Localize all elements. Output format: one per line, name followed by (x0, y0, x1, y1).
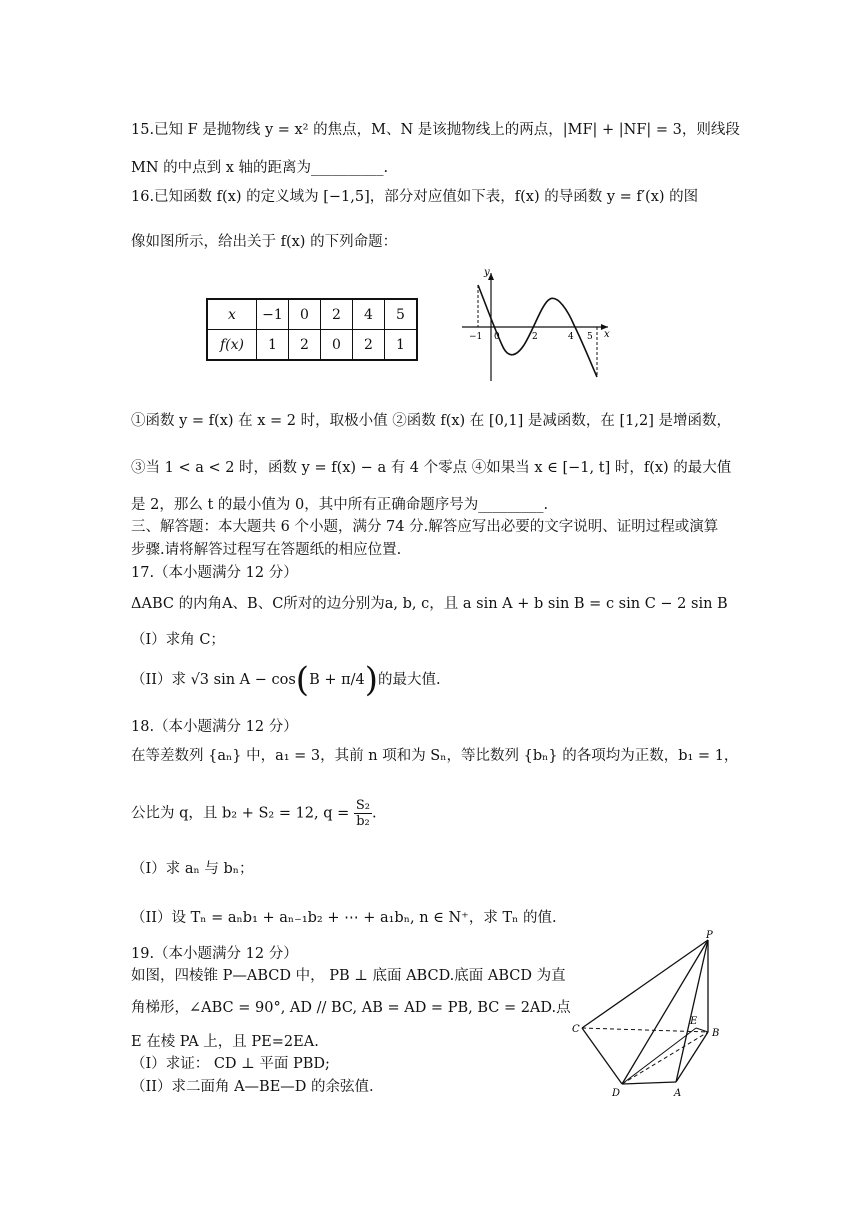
q16-line1: 16.已知函数 f(x) 的定义域为 [−1,5]，部分对应值如下表，f(x) 的导函数 y = f′(x) 的图 (131, 189, 699, 205)
edge-DE (622, 1028, 696, 1084)
tick-label: −1 (469, 332, 483, 342)
table-header-x: x (207, 299, 257, 330)
q16-prop3: 是 2，那么 t 的最小值为 0，其中所有正确命题序号为_________. (131, 497, 549, 513)
table-header-fx: f(x) (207, 330, 257, 361)
q17-part2-prefix: （II）求 √3 sin A − cos (131, 672, 296, 688)
x-axis-label: x (604, 329, 610, 340)
label-D: D (612, 1088, 621, 1099)
q18-part1: （I）求 aₙ 与 bₙ； (131, 861, 254, 877)
q18-line2-prefix: 公比为 q，且 b₂ + S₂ = 12, q = (131, 805, 350, 822)
derivative-graph (458, 265, 618, 385)
q18-line1: 在等差数列 {aₙ} 中，a₁ = 3，其前 n 项和为 Sₙ，等比数列 {bₙ} 的各项均为正数，b₁ = 1， (131, 748, 739, 764)
edge-DB-hidden (622, 1032, 708, 1084)
table-x-cell: 2 (321, 299, 353, 330)
edge-CD (582, 1028, 622, 1084)
section3-line2: 步骤.请将解答过程写在答题纸的相应位置. (131, 542, 402, 558)
pyramid-figure (568, 928, 728, 1100)
q17-part1: （I）求角 C； (131, 632, 225, 648)
table-fx-cell: 2 (353, 330, 385, 361)
q17-part2-suffix: 的最大值. (378, 672, 441, 688)
tick-label: 4 (568, 332, 574, 342)
tick-label: 5 (587, 332, 593, 342)
table-x-cell: 4 (353, 299, 385, 330)
value-table (206, 298, 418, 361)
tick-label: 0 (494, 332, 500, 342)
q16-prop1: ①函数 y = f(x) 在 x = 2 时，取极小值 ②函数 f(x) 在 [0,1] 是减函数，在 [1,2] 是增函数， (131, 413, 731, 429)
q18-part2: （II）设 Tₙ = aₙb₁ + aₙ₋₁b₂ + ⋯ + a₁bₙ, n ∈ N⁺，求 Tₙ 的值. (131, 910, 557, 926)
q15-line1: 15.已知 F 是抛物线 y = x² 的焦点，M、N 是该抛物线上的两点，|MF| + |NF| = 3，则线段 (131, 122, 740, 138)
q-fraction (354, 798, 372, 829)
table-fx-cell: 0 (321, 330, 353, 361)
edge-PC (582, 940, 708, 1028)
frac-numerator: S₂ (355, 798, 371, 813)
table-fx-cell: 1 (385, 330, 418, 361)
q16-line2: 像如图所示，给出关于 f(x) 的下列命题： (131, 234, 398, 250)
q19-part2: （II）求二面角 A—BE—D 的余弦值. (131, 1079, 374, 1095)
table-x-cell: 0 (289, 299, 321, 330)
q16-prop2: ③当 1 < a < 2 时，函数 y = f(x) − a 有 4 个零点 ④如果当 x ∈ [−1, t] 时，f(x) 的最大值 (131, 460, 732, 476)
edge-PA (676, 940, 708, 1082)
label-A: A (674, 1088, 682, 1099)
derivative-curve (478, 285, 597, 377)
edge-PD (622, 940, 708, 1084)
table-x-cell: −1 (257, 299, 289, 330)
label-E: E (690, 1016, 698, 1027)
edge-DA (622, 1082, 676, 1084)
q19-line1: 如图，四棱锥 P—ABCD 中， PB ⊥ 底面 ABCD.底面 ABCD 为直 (131, 968, 566, 984)
label-B: B (712, 1028, 720, 1039)
q17-part2: （II）求 √3 sin A − cos(B + π/4)的最大值. (131, 660, 441, 700)
q19-line2: 角梯形，∠ABC = 90°, AD // BC, AB = AD = PB, BC = 2AD.点 (131, 1000, 571, 1016)
q15-line2: MN 的中点到 x 轴的距离为__________. (131, 160, 389, 176)
frac-denominator: b₂ (356, 814, 370, 829)
q17-part2-arg: B + π/4 (309, 672, 365, 688)
label-C: C (572, 1024, 580, 1035)
q18-line2: 公比为 q，且 b₂ + S₂ = 12, q = $\frac{\text{S₂}}{\text{b₂}}$ . (131, 798, 377, 829)
q17-stem: ΔABC 的内角A、B、C所对的边分别为a, b, c，且 a sin A + b sin B = c sin C − 2 sin B (131, 596, 728, 612)
q19-line3: E 在棱 PA 上，且 PE=2EA. (131, 1034, 319, 1050)
label-P: P (706, 930, 713, 941)
edge-CB-hidden (582, 1028, 708, 1032)
q19-title: 19.（本小题满分 12 分） (131, 946, 298, 962)
table-x-cell: 5 (385, 299, 418, 330)
table-fx-cell: 1 (257, 330, 289, 361)
section3-line1: 三、解答题：本大题共 6 个小题，满分 74 分.解答应写出必要的文字说明、证明过程或演算 (131, 519, 719, 535)
q18-title: 18.（本小题满分 12 分） (131, 719, 298, 735)
q17-title: 17.（本小题满分 12 分） (131, 565, 298, 581)
tick-label: 2 (532, 332, 538, 342)
q19-part1: （I）求证： CD ⊥ 平面 PBD; (131, 1056, 330, 1072)
y-axis-label: y (484, 267, 490, 278)
table-fx-cell: 2 (289, 330, 321, 361)
